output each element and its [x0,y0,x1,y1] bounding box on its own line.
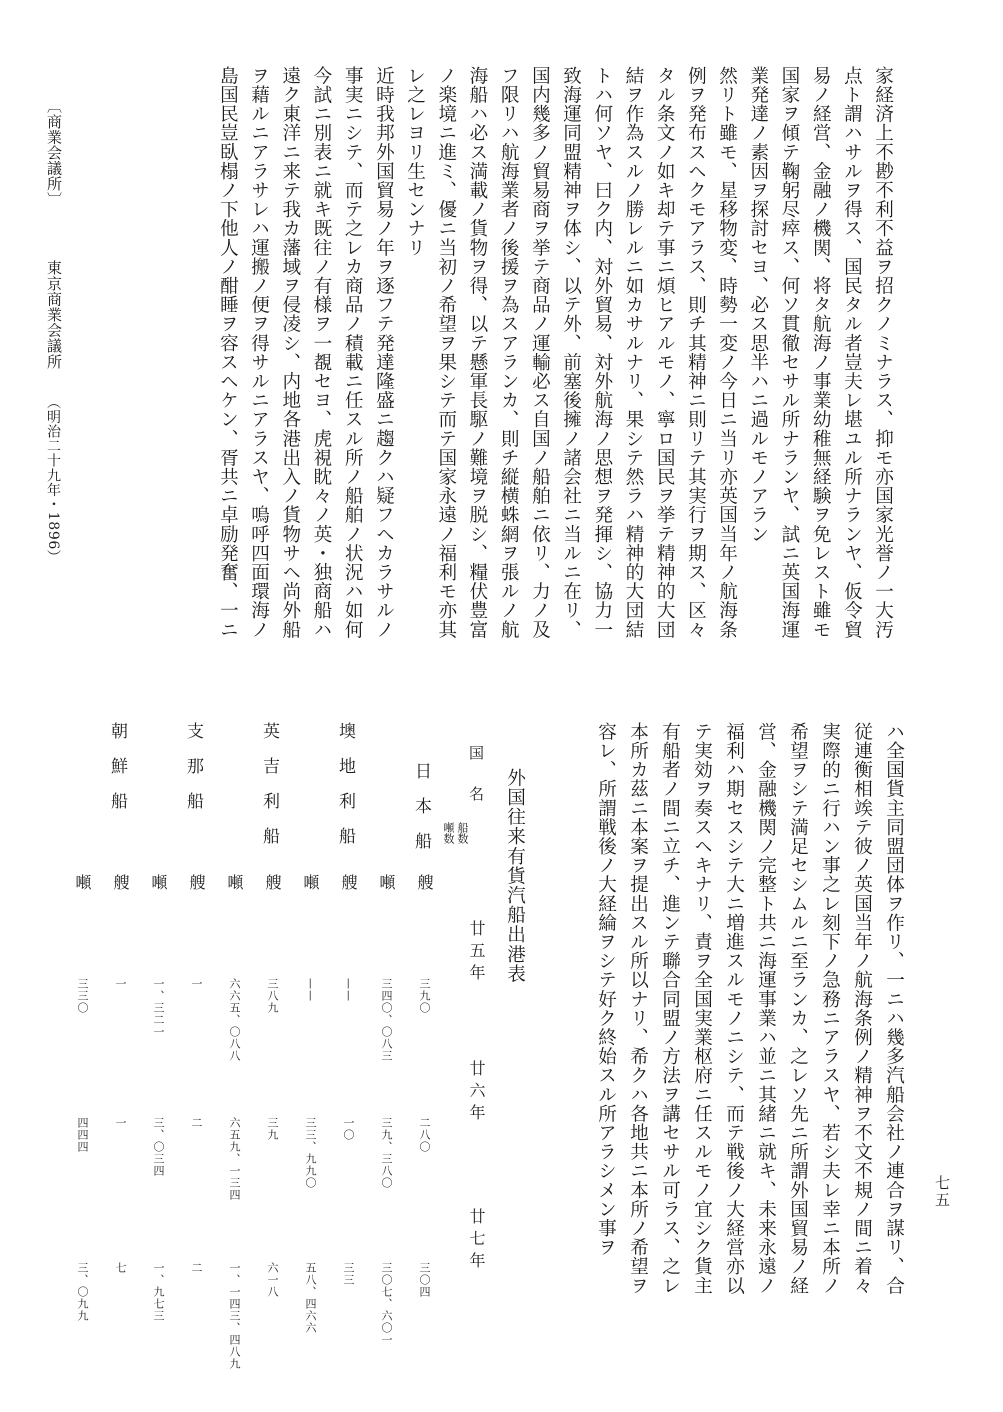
table-row-unit: 噸 [377,874,396,890]
body-text-column: 家経済上不尠不利不益ヲ招クノミナラス、抑モ亦国家光誉ノ一大汚 [872,66,894,639]
body-text-column: タル条文ノ如キ却テ事ニ煩ヒアルモノ、寧ロ国民ヲ挙テ精神的大団 [654,66,676,639]
body-text-column: レ之レヨリ生センナリ [404,66,426,257]
body-text-column: 島国民豈臥榻ノ下他人ノ酣睡ヲ容スヘケン、胥共ニ卓励発奮、一ニ [217,66,239,639]
table-cell: 一 [114,978,127,990]
table-cell: 一 [114,1117,127,1129]
body-text-column: ヲ藉ルニアラサレハ運搬ノ便ヲ得サルニアラスヤ、嗚呼四面環海ノ [248,66,270,639]
footer-era: （明治二十九年・1896） [45,395,61,565]
table-row-unit: 艘 [415,874,434,890]
table-title: 外国往来有貨汽船出港表 [504,768,526,984]
body-text-column: 近時我邦外国貿易ノ年ヲ逐フテ発達隆盛ニ趨クハ疑フヘカラサルノ [373,66,395,639]
body-text-column: テ実効ヲ奏スヘキナリ、責ヲ全国実業枢府ニ任スルモノ宜シク貨主 [691,722,713,1295]
table-header-year-1: 廿五年 [467,920,486,986]
table-header-count-label [457,822,468,844]
table-cell: 六六五、〇八八 [228,978,241,1062]
table-cell: 三、〇三四 [152,1117,165,1177]
table-cell: 三九 [266,1117,279,1141]
table-cell: 五八、四六六 [304,1262,317,1334]
body-text-column: 結ヲ作為スルノ勝レルニ如カサルナリ、果シテ然ラハ精神的大団結 [622,66,644,639]
table-row-unit: 噸 [301,874,320,890]
table-cell: 六一八 [266,1262,279,1298]
table-header-type-bottom: 噸数 [442,822,455,844]
table-header-year-2: 廿六年 [467,1060,486,1126]
table-cell: 三〇四 [418,1262,431,1298]
table-row-name: 支那船 [183,722,203,827]
table-row-name: 朝鮮船 [107,722,127,827]
body-text-column: 希望ヲシテ満足セシムルニ至ランカ、之レソ先ニ所謂外国貿易ノ経 [787,722,809,1295]
table-cell: 一、一四三、四八九 [228,1262,241,1370]
body-text-column: 容レ、所謂戦後ノ大経綸ヲシテ好ク終始スル所アラシメン事ヲ [595,722,617,1257]
table-cell: —— [304,978,317,1002]
table-header-type-top: 船数 [456,822,469,844]
body-text-column: 国家ヲ傾テ鞠躬尽瘁ス、何ソ貫徹セサル所ナランヤ、試ニ英国海運 [778,66,800,639]
body-text-column: 今試ニ別表ニ就キ既往ノ有様ヲ一覩セヨ、虎視眈々ノ英・独商船ハ [310,66,332,639]
table-row-unit: 噸 [225,874,244,890]
table-row-name: 日本船 [411,762,431,867]
body-text-column: 福利ハ期セスシテ大ニ増進スルモノニシテ、而テ戦後ノ大経営亦以 [723,722,745,1295]
body-text-column: 海船ハ必ス満載ノ貨物ヲ得、以テ懸軍長駆ノ難境ヲ脱シ、糧伏豊富 [466,66,488,639]
table-header-name: 国名 [467,745,485,827]
table-row-name: 墺地利船 [335,722,355,862]
table-cell: 三、〇九九 [76,1262,89,1322]
body-text-column: 致海運同盟精神ヲ体シ、以テ外、前塞後擁ノ諸会社ニ当ルニ在リ、 [560,66,582,639]
table-row-unit: 艘 [187,874,206,890]
body-text-column: フ限リハ航海業者ノ後援ヲ為スアランカ、則チ縦横蛛網ヲ張ルノ航 [498,66,520,639]
table-cell: 三八九 [266,978,279,1014]
body-text-column: ノ楽境ニ進ミ、優ニ当初ノ希望ヲ果シテ而テ国家永遠ノ福利モ亦其 [435,66,457,639]
body-text-column: 国内幾多ノ貿易商ヲ挙テ商品ノ運輸必ス自国ノ船舶ニ依リ、力ノ及 [529,66,551,639]
body-text-column: 有船者ノ間ニ立チ、進ンテ聯合同盟ノ方法ヲ講セサル可ラス、之レ [659,722,681,1295]
table-row-name: 英吉利船 [259,722,279,862]
table-cell: 三九、三八〇 [380,1117,393,1189]
table-header-year-3: 廿七年 [467,1208,486,1274]
table-cell: —— [342,978,355,1002]
body-text-column: 営、金融機関ノ完整ト共ニ海運事業ハ並ニ其緒ニ就キ、未来永遠ノ [755,722,777,1295]
table-cell: 三三、九九〇 [304,1117,317,1189]
page-number: 七五 [933,1175,951,1209]
table-cell: 一、九七三 [152,1262,165,1322]
table-cell: 三九〇 [418,978,431,1014]
body-text-column: 実際的ニ行ハン事之レ刻下ノ急務ニアラスヤ、若シ夫レ幸ニ本所ノ [819,722,841,1295]
table-row-unit: 艘 [263,874,282,890]
table-row-unit: 噸 [73,874,92,890]
body-text-column: 然リト雖モ、星移物変、時勢一変ノ今日ニ当リ亦英国当年ノ航海条 [716,66,738,639]
table-row-unit: 艘 [111,874,130,890]
body-text-column: ハ全国貨主同盟団体ヲ作リ、一ニハ幾多汽船会社ノ連合ヲ謀リ、合 [883,722,905,1295]
table-cell: 二八〇 [418,1117,431,1153]
body-text-column: 例ヲ発布スヘクモアラス、則チ其精神ニ則リテ其実行ヲ期ス、区々 [685,66,707,639]
body-text-column: 易ノ経営、金融ノ機関、将タ航海ノ事業幼稚無経験ヲ免レスト雖モ [810,66,832,639]
table-cell: 七 [114,1262,127,1274]
table-cell: 三〇七、六〇一 [380,1262,393,1346]
table-cell: 二 [190,1262,203,1274]
footer-org: 東京商業会議所 [45,260,63,370]
table-row-unit: 艘 [339,874,358,890]
table-cell: 二 [190,1117,203,1129]
footer-source-label: 〔商業会議所〕 [45,98,63,208]
body-text-column: 本所カ茲ニ本案ヲ提出スル所以ナリ、希クハ各地共ニ本所ノ希望ヲ [627,722,649,1295]
table-cell: 四四四 [76,1117,89,1153]
table-cell: 一、三二一 [152,978,165,1038]
body-text-column: 事実ニシテ、而テ之レカ商品ノ積載ニ任スル所ノ船舶ノ状況ハ如何 [342,66,364,639]
table-cell: 一 [190,978,203,990]
table-cell: 三三〇 [76,978,89,1014]
table-row-unit: 噸 [149,874,168,890]
table-cell: 三三 [342,1262,355,1286]
body-text-column: 従連衡相竢テ彼ノ英国当年ノ航海条例ノ精神ヲ不文不規ノ間ニ着々 [851,722,873,1295]
body-text-column: トハ何ソヤ、曰ク内、対外貿易、対外航海ノ思想ヲ発揮シ、協力一 [591,66,613,639]
body-text-column: 遠ク東洋ニ来テ我カ藩域ヲ侵凌シ、内地各港出入ノ貨物サヘ尚外船 [279,66,301,639]
table-cell: 一〇 [342,1117,355,1141]
table-header-ton-label [443,822,454,844]
table-cell: 三四〇、〇八三 [380,978,393,1062]
table-cell: 六五九、一三四 [228,1117,241,1201]
body-text-column: 点ト謂ハサルヲ得ス、国民タル者豈夫レ堪ユル所ナランヤ、仮令貿 [841,66,863,639]
body-text-column: 業発達ノ素因ヲ探討セヨ、必ス思半ハニ過ルモノアラン [747,66,769,544]
